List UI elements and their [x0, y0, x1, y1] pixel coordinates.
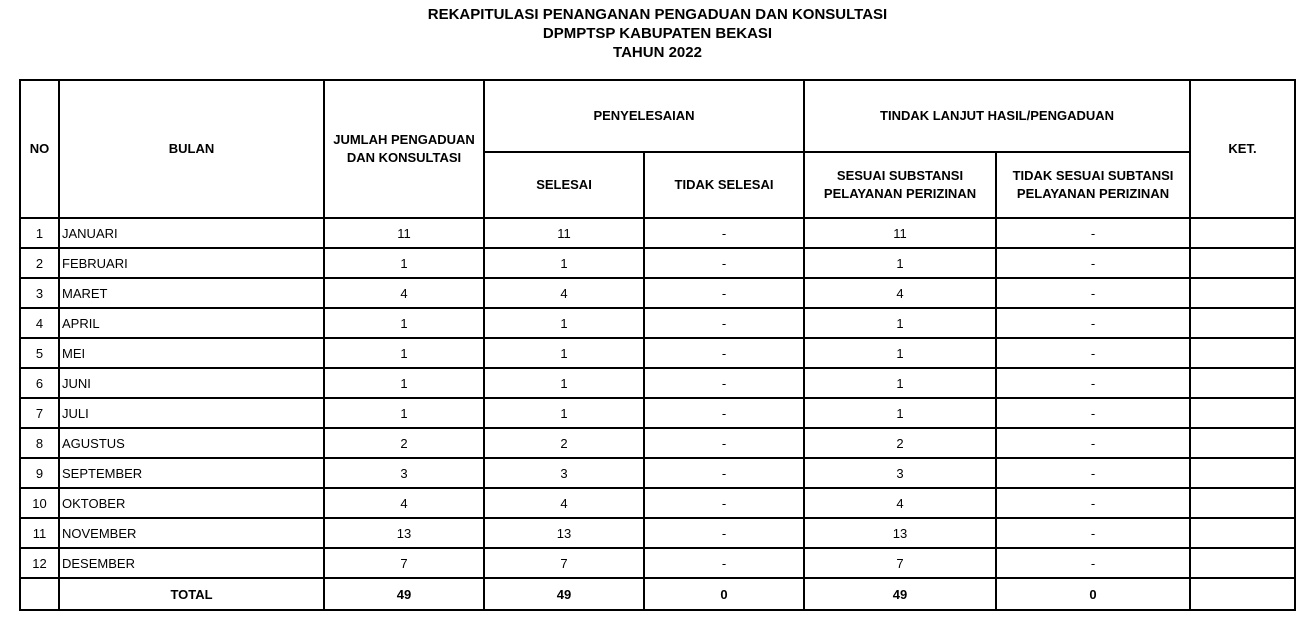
cell-tidak-selesai: -: [644, 488, 804, 518]
cell-selesai: 1: [484, 248, 644, 278]
cell-sesuai: 3: [804, 458, 996, 488]
cell-bulan: NOVEMBER: [59, 518, 324, 548]
cell-no: 5: [20, 338, 59, 368]
cell-sesuai: 4: [804, 278, 996, 308]
cell-bulan: AGUSTUS: [59, 428, 324, 458]
cell-selesai: 1: [484, 308, 644, 338]
table-row: [20, 458, 1295, 488]
table-row: [20, 308, 1295, 338]
cell-no: 4: [20, 308, 59, 338]
cell-no: 2: [20, 248, 59, 278]
cell-bulan: DESEMBER: [59, 548, 324, 578]
table-row: [20, 548, 1295, 578]
cell-tidak-sesuai: -: [996, 398, 1190, 428]
cell-tidak-selesai: -: [644, 218, 804, 248]
cell-sesuai: 1: [804, 248, 996, 278]
cell-tidak-selesai: -: [644, 308, 804, 338]
cell-selesai: 2: [484, 428, 644, 458]
header-tidak-sesuai: [996, 152, 1190, 218]
cell-tidak-sesuai: -: [996, 278, 1190, 308]
cell-selesai: 11: [484, 218, 644, 248]
cell-no: 7: [20, 398, 59, 428]
cell-ket: [1190, 338, 1295, 368]
cell-bulan: APRIL: [59, 308, 324, 338]
cell-tidak-selesai: -: [644, 548, 804, 578]
table-row: [20, 398, 1295, 428]
cell-tidak-selesai: -: [644, 248, 804, 278]
total-ket: [1190, 578, 1295, 610]
title-line-2: DPMPTSP KABUPATEN BEKASI: [542, 25, 773, 42]
cell-tidak-sesuai: -: [996, 308, 1190, 338]
cell-tidak-sesuai: -: [996, 458, 1190, 488]
cell-ket: [1190, 248, 1295, 278]
total-sesuai: 49: [804, 578, 996, 610]
cell-jumlah: 4: [324, 278, 484, 308]
cell-bulan: JULI: [59, 398, 324, 428]
total-no-cell: [20, 578, 59, 610]
cell-ket: [1190, 458, 1295, 488]
cell-tidak-selesai: -: [644, 368, 804, 398]
total-tidak-selesai: 0: [644, 578, 804, 610]
cell-no: 8: [20, 428, 59, 458]
cell-sesuai: 13: [804, 518, 996, 548]
title-line-1: REKAPITULASI PENANGANAN PENGADUAN DAN KONSULTASI: [427, 6, 888, 23]
cell-sesuai: 1: [804, 398, 996, 428]
cell-no: 9: [20, 458, 59, 488]
cell-tidak-selesai: -: [644, 278, 804, 308]
header-tidak-sesuai-line2: PELAYANAN PERIZINAN: [1016, 186, 1170, 201]
cell-no: 1: [20, 218, 59, 248]
cell-ket: [1190, 368, 1295, 398]
cell-bulan: FEBRUARI: [59, 248, 324, 278]
header-tidak-sesuai-line1: TIDAK SESUAI SUBTANSI: [1012, 168, 1174, 183]
cell-tidak-selesai: -: [644, 458, 804, 488]
cell-selesai: 13: [484, 518, 644, 548]
cell-sesuai: 1: [804, 338, 996, 368]
cell-bulan: MARET: [59, 278, 324, 308]
cell-tidak-sesuai: -: [996, 248, 1190, 278]
total-selesai: 49: [484, 578, 644, 610]
cell-ket: [1190, 518, 1295, 548]
table-row: [20, 338, 1295, 368]
cell-no: 6: [20, 368, 59, 398]
header-tindak-lanjut: TINDAK LANJUT HASIL/PENGADUAN: [804, 80, 1190, 152]
cell-jumlah: 1: [324, 398, 484, 428]
header-jumlah: [324, 80, 484, 218]
header-sesuai-line1: SESUAI SUBSTANSI: [836, 168, 964, 183]
recap-table: [19, 79, 1296, 611]
cell-sesuai: 2: [804, 428, 996, 458]
cell-selesai: 4: [484, 488, 644, 518]
header-bulan: BULAN: [59, 80, 324, 218]
cell-ket: [1190, 308, 1295, 338]
cell-jumlah: 13: [324, 518, 484, 548]
cell-jumlah: 1: [324, 368, 484, 398]
table-row: [20, 248, 1295, 278]
cell-ket: [1190, 218, 1295, 248]
cell-tidak-selesai: -: [644, 338, 804, 368]
cell-tidak-sesuai: -: [996, 218, 1190, 248]
cell-bulan: JUNI: [59, 368, 324, 398]
cell-jumlah: 4: [324, 488, 484, 518]
table-row: [20, 518, 1295, 548]
total-row: [20, 578, 1295, 610]
header-penyelesaian: PENYELESAIAN: [484, 80, 804, 152]
cell-tidak-selesai: -: [644, 428, 804, 458]
cell-selesai: 7: [484, 548, 644, 578]
cell-sesuai: 7: [804, 548, 996, 578]
header-jumlah-line2: DAN KONSULTASI: [346, 150, 462, 165]
cell-no: 3: [20, 278, 59, 308]
cell-tidak-sesuai: -: [996, 428, 1190, 458]
cell-ket: [1190, 548, 1295, 578]
cell-jumlah: 3: [324, 458, 484, 488]
header-ket: KET.: [1190, 80, 1295, 218]
cell-no: 12: [20, 548, 59, 578]
table-body: [20, 218, 1295, 578]
cell-sesuai: 1: [804, 308, 996, 338]
table-row: [20, 488, 1295, 518]
total-jumlah: 49: [324, 578, 484, 610]
cell-ket: [1190, 428, 1295, 458]
header-sesuai-line2: PELAYANAN PERIZINAN: [823, 186, 977, 201]
header-sesuai: [804, 152, 996, 218]
cell-sesuai: 11: [804, 218, 996, 248]
total-tidak-sesuai: 0: [996, 578, 1190, 610]
cell-jumlah: 1: [324, 248, 484, 278]
cell-selesai: 1: [484, 398, 644, 428]
cell-ket: [1190, 278, 1295, 308]
title-line-3: TAHUN 2022: [613, 44, 702, 61]
cell-bulan: OKTOBER: [59, 488, 324, 518]
cell-jumlah: 2: [324, 428, 484, 458]
cell-tidak-sesuai: -: [996, 548, 1190, 578]
cell-jumlah: 1: [324, 338, 484, 368]
header-jumlah-line1: JUMLAH PENGADUAN: [333, 132, 475, 147]
cell-jumlah: 1: [324, 308, 484, 338]
cell-bulan: JANUARI: [59, 218, 324, 248]
header-tidak-selesai: TIDAK SELESAI: [644, 152, 804, 218]
cell-sesuai: 4: [804, 488, 996, 518]
document-title: [0, 5, 1315, 62]
cell-sesuai: 1: [804, 368, 996, 398]
cell-bulan: SEPTEMBER: [59, 458, 324, 488]
cell-no: 11: [20, 518, 59, 548]
cell-jumlah: 11: [324, 218, 484, 248]
cell-bulan: MEI: [59, 338, 324, 368]
cell-selesai: 1: [484, 368, 644, 398]
cell-selesai: 1: [484, 338, 644, 368]
cell-ket: [1190, 398, 1295, 428]
cell-tidak-selesai: -: [644, 398, 804, 428]
table-row: [20, 218, 1295, 248]
total-label: TOTAL: [59, 578, 324, 610]
cell-tidak-selesai: -: [644, 518, 804, 548]
cell-ket: [1190, 488, 1295, 518]
table-row: [20, 278, 1295, 308]
header-selesai: SELESAI: [484, 152, 644, 218]
cell-jumlah: 7: [324, 548, 484, 578]
cell-tidak-sesuai: -: [996, 518, 1190, 548]
cell-tidak-sesuai: -: [996, 338, 1190, 368]
cell-selesai: 4: [484, 278, 644, 308]
cell-tidak-sesuai: -: [996, 488, 1190, 518]
table-row: [20, 428, 1295, 458]
cell-selesai: 3: [484, 458, 644, 488]
cell-no: 10: [20, 488, 59, 518]
table-row: [20, 368, 1295, 398]
header-no: NO: [20, 80, 59, 218]
cell-tidak-sesuai: -: [996, 368, 1190, 398]
